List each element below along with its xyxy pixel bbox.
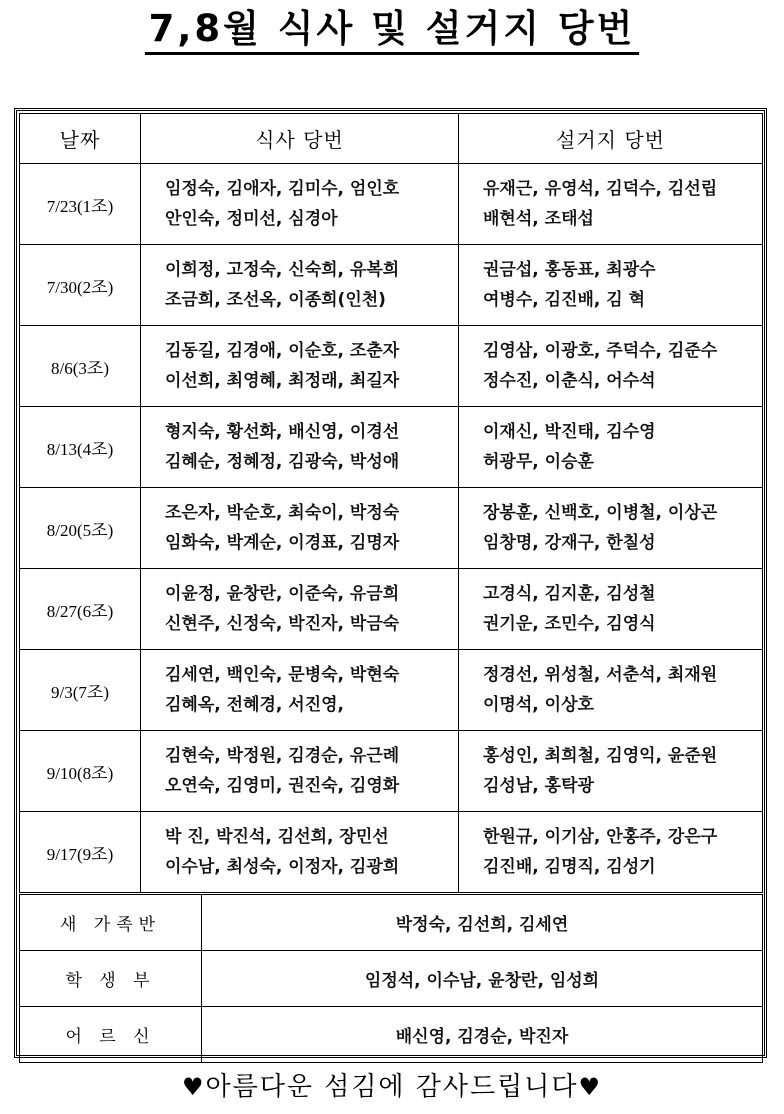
meal-names-line1: 형지숙, 황선화, 배신영, 이경선 <box>165 422 400 442</box>
dish-names-line2: 김성남, 홍탁광 <box>483 776 594 796</box>
dish-names-line1: 장봉훈, 신백호, 이병철, 이상곤 <box>483 503 718 523</box>
table-row <box>20 812 763 893</box>
group-duty-table <box>19 894 763 1063</box>
table-row <box>20 650 763 731</box>
dish-names-line2: 여병수, 김진배, 김 혁 <box>483 290 646 310</box>
heart-icon: ♥ <box>578 1073 603 1101</box>
group-names-elders: 배신영, 김경순, 박진자 <box>202 1007 763 1063</box>
table-header-row <box>20 114 763 164</box>
meal-duty-cell <box>141 650 459 731</box>
page-title-wrap <box>0 6 784 55</box>
dish-duty-cell <box>459 812 763 893</box>
table-row <box>20 164 763 245</box>
meal-names-line2: 임화숙, 박계순, 이경표, 김명자 <box>165 533 400 553</box>
meal-duty-cell <box>141 488 459 569</box>
table-row <box>20 326 763 407</box>
dish-duty-cell <box>459 488 763 569</box>
dish-names-line1: 권금섭, 홍동표, 최광수 <box>483 260 656 280</box>
dish-names-line2: 김진배, 김명직, 김성기 <box>483 857 656 877</box>
dish-duty-cell <box>459 407 763 488</box>
meal-names-line2: 이수남, 최성숙, 이정자, 김광희 <box>165 857 400 877</box>
dish-names-line2: 권기운, 조민수, 김영식 <box>483 614 656 634</box>
group-row <box>20 1007 763 1063</box>
row-date: 9/17(9조) <box>20 812 141 893</box>
dish-names-line1: 김영삼, 이광호, 주덕수, 김준수 <box>483 341 718 361</box>
meal-names-line1: 조은자, 박순호, 최숙이, 박정숙 <box>165 503 400 523</box>
meal-names-line1: 박 진, 박진석, 김선희, 장민선 <box>165 827 389 847</box>
table-row <box>20 488 763 569</box>
meal-names-line2: 오연숙, 김영미, 권진숙, 김영화 <box>165 776 400 796</box>
meal-names-line1: 이희정, 고정숙, 신숙희, 유복희 <box>165 260 400 280</box>
row-date: 8/20(5조) <box>20 488 141 569</box>
meal-names-line2: 신현주, 신정숙, 박진자, 박금숙 <box>165 614 400 634</box>
meal-duty-cell <box>141 569 459 650</box>
meal-names-line1: 이윤정, 윤창란, 이준숙, 유금희 <box>165 584 400 604</box>
schedule-frame <box>14 108 767 1058</box>
row-date: 9/10(8조) <box>20 731 141 812</box>
meal-duty-cell <box>141 731 459 812</box>
row-date: 9/3(7조) <box>20 650 141 731</box>
meal-names-line1: 임정숙, 김애자, 김미수, 엄인호 <box>165 179 400 199</box>
meal-duty-cell <box>141 812 459 893</box>
dish-names-line2: 배현석, 조태섭 <box>483 209 594 229</box>
header-dish: 설거지 당번 <box>459 114 763 164</box>
row-date: 8/13(4조) <box>20 407 141 488</box>
header-meal: 식사 당번 <box>141 114 459 164</box>
dish-names-line1: 유재근, 유영석, 김덕수, 김선립 <box>483 179 718 199</box>
dish-names-line1: 이재신, 박진태, 김수영 <box>483 422 656 442</box>
meal-duty-cell <box>141 326 459 407</box>
dish-duty-cell <box>459 326 763 407</box>
table-row <box>20 407 763 488</box>
dish-duty-cell <box>459 245 763 326</box>
dish-names-line2: 정수진, 이춘식, 어수석 <box>483 371 656 391</box>
table-row <box>20 569 763 650</box>
group-names-new-family: 박정숙, 김선희, 김세연 <box>202 895 763 951</box>
duty-table <box>19 113 763 893</box>
thanks-text: 아름다운 섬김에 감사드립니다 <box>205 1072 579 1102</box>
group-label-students: 학 생 부 <box>20 951 202 1007</box>
dish-names-line2: 허광무, 이승훈 <box>483 452 594 472</box>
table-row <box>20 731 763 812</box>
dish-names-line2: 임창명, 강재구, 한칠성 <box>483 533 656 553</box>
meal-duty-cell <box>141 164 459 245</box>
dish-duty-cell <box>459 650 763 731</box>
page-title: 7,8월 식사 및 설거지 당번 <box>145 6 640 55</box>
heart-icon: ♥ <box>181 1073 206 1101</box>
dish-names-line1: 한원규, 이기삼, 안홍주, 강은구 <box>483 827 718 847</box>
group-row <box>20 895 763 951</box>
header-date: 날짜 <box>20 114 141 164</box>
meal-names-line2: 안인숙, 정미선, 심경아 <box>165 209 338 229</box>
meal-names-line2: 조금희, 조선옥, 이종희(인천) <box>165 290 386 310</box>
row-date: 8/27(6조) <box>20 569 141 650</box>
dish-duty-cell <box>459 731 763 812</box>
group-label-new-family: 새 가족반 <box>20 895 202 951</box>
meal-names-line1: 김세연, 백인숙, 문병숙, 박현숙 <box>165 665 400 685</box>
meal-duty-cell <box>141 407 459 488</box>
dish-names-line1: 고경식, 김지훈, 김성철 <box>483 584 656 604</box>
meal-names-line2: 김혜옥, 전혜경, 서진영, <box>165 695 345 715</box>
meal-names-line2: 이선희, 최영혜, 최정래, 최길자 <box>165 371 400 391</box>
group-row <box>20 951 763 1007</box>
meal-names-line1: 김동길, 김경애, 이순호, 조춘자 <box>165 341 400 361</box>
meal-duty-cell <box>141 245 459 326</box>
row-date: 7/23(1조) <box>20 164 141 245</box>
dish-names-line2: 이명석, 이상호 <box>483 695 594 715</box>
row-date: 8/6(3조) <box>20 326 141 407</box>
meal-names-line1: 김현숙, 박정원, 김경순, 유근례 <box>165 746 400 766</box>
dish-duty-cell <box>459 164 763 245</box>
dish-names-line1: 홍성인, 최희철, 김영익, 윤준원 <box>483 746 718 766</box>
meal-names-line2: 김혜순, 정혜정, 김광숙, 박성애 <box>165 452 400 472</box>
group-names-students: 임정석, 이수남, 윤창란, 임성희 <box>202 951 763 1007</box>
table-row <box>20 245 763 326</box>
dish-names-line1: 정경선, 위성철, 서춘석, 최재원 <box>483 665 718 685</box>
dish-duty-cell <box>459 569 763 650</box>
thanks-footer <box>0 1067 784 1107</box>
row-date: 7/30(2조) <box>20 245 141 326</box>
group-label-elders: 어 르 신 <box>20 1007 202 1063</box>
